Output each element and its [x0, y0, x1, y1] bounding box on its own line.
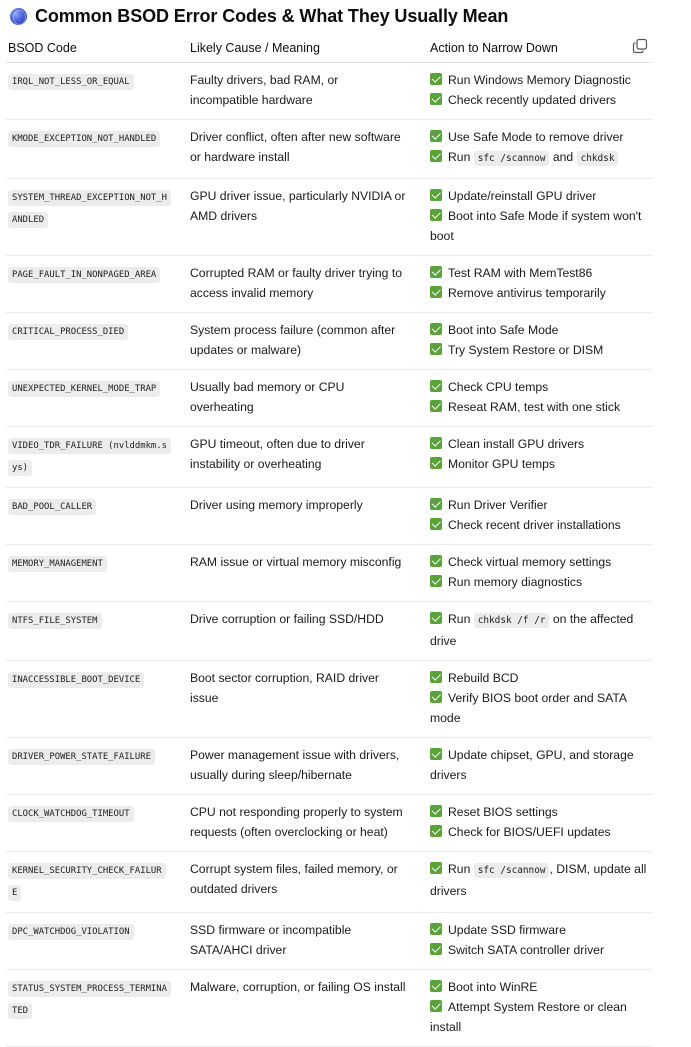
bsod-code-cell [6, 660, 184, 737]
action-item [430, 434, 652, 454]
action-item [430, 668, 652, 688]
bsod-code: MEMORY_MANAGEMENT [8, 556, 107, 572]
action-cell [418, 737, 652, 794]
action-text: Boot into WinRE [448, 979, 538, 994]
bsod-code-cell [6, 119, 184, 178]
bsod-code-cell [6, 178, 184, 255]
action-text: Attempt System Restore or clean install [430, 999, 627, 1034]
action-text: , DISM, update all drivers [430, 861, 647, 898]
action-text: Run Windows Memory Diagnostic [448, 72, 631, 87]
bsod-code: STATUS_SYSTEM_PROCESS_TERMINATED [8, 981, 171, 1019]
likely-cause: System process failure (common after updates or malware) [190, 322, 396, 357]
action-item [430, 977, 652, 997]
likely-cause: Driver conflict, often after new software or hardware install [190, 129, 401, 164]
checkmark-icon [430, 130, 442, 142]
bsod-code-cell [6, 62, 184, 119]
action-text: Check for BIOS/UEFI updates [448, 824, 611, 839]
action-cell [418, 62, 652, 119]
bsod-code: CLOCK_WATCHDOG_TIMEOUT [8, 806, 134, 822]
action-item [430, 997, 652, 1037]
inline-command: chkdsk [577, 151, 619, 166]
table-row [6, 544, 652, 601]
action-item [430, 70, 652, 90]
table-row [6, 369, 652, 426]
table-row [6, 255, 652, 312]
bsod-code: INACCESSIBLE_BOOT_DEVICE [8, 672, 144, 688]
likely-cause: Driver using memory improperly [190, 497, 363, 512]
action-cell [418, 794, 652, 851]
action-item [430, 320, 652, 340]
action-item [430, 263, 652, 283]
action-text: Run [448, 149, 474, 164]
checkmark-icon [430, 862, 442, 874]
action-text: Test RAM with MemTest86 [448, 265, 593, 280]
action-text: Clean install GPU drivers [448, 436, 585, 451]
checkmark-icon [430, 437, 442, 449]
action-text: Check virtual memory settings [448, 554, 612, 569]
action-text: Run Driver Verifier [448, 497, 548, 512]
inline-command: sfc /scannow [474, 151, 550, 166]
bsod-code-cell [6, 794, 184, 851]
table-row [6, 62, 652, 119]
likely-cause: Power management issue with drivers, usually during sleep/hibernate [190, 747, 400, 782]
bsod-code-cell [6, 255, 184, 312]
action-cell [418, 178, 652, 255]
table-row [6, 119, 652, 178]
likely-cause: Usually bad memory or CPU overheating [190, 379, 345, 414]
table-row [6, 912, 652, 969]
table-row [6, 794, 652, 851]
table-row [6, 851, 652, 912]
checkmark-icon [430, 943, 442, 955]
checkmark-icon [430, 923, 442, 935]
checkmark-icon [430, 825, 442, 837]
checkmark-icon [430, 343, 442, 355]
globe-icon [10, 8, 27, 25]
table-row [6, 487, 652, 544]
checkmark-icon [430, 73, 442, 85]
likely-cause: Malware, corruption, or failing OS install [190, 979, 406, 994]
bsod-code-cell [6, 601, 184, 660]
action-cell [418, 255, 652, 312]
header-bsod-code: BSOD Code [6, 34, 184, 62]
action-item [430, 127, 652, 147]
bsod-code: DRIVER_POWER_STATE_FAILURE [8, 749, 155, 765]
bsod-code: BAD_POOL_CALLER [8, 499, 96, 515]
action-item [430, 515, 652, 535]
checkmark-icon [430, 748, 442, 760]
action-cell [418, 660, 652, 737]
checkmark-icon [430, 805, 442, 817]
checkmark-icon [430, 518, 442, 530]
table-row [6, 660, 652, 737]
bsod-code-cell [6, 969, 184, 1046]
action-cell [418, 912, 652, 969]
checkmark-icon [430, 400, 442, 412]
likely-cause: RAM issue or virtual memory misconfig [190, 554, 402, 569]
bsod-code-cell [6, 851, 184, 912]
action-text: Check recent driver installations [448, 517, 621, 532]
table-row [6, 312, 652, 369]
action-cell [418, 119, 652, 178]
checkmark-icon [430, 457, 442, 469]
action-item [430, 454, 652, 474]
action-text: Reseat RAM, test with one stick [448, 399, 621, 414]
table-row [6, 426, 652, 487]
action-text: Monitor GPU temps [448, 456, 556, 471]
checkmark-icon [430, 323, 442, 335]
action-item [430, 745, 652, 785]
action-item [430, 90, 652, 110]
likely-cause: Faulty drivers, bad RAM, or incompatible hardware [190, 72, 339, 107]
likely-cause: GPU timeout, often due to driver instability or overheating [190, 436, 365, 471]
action-item [430, 552, 652, 572]
bsod-code-cell [6, 737, 184, 794]
bsod-code: KERNEL_SECURITY_CHECK_FAILURE [8, 863, 166, 901]
likely-cause: SSD firmware or incompatible SATA/AHCI driver [190, 922, 352, 957]
likely-cause: Corrupt system files, failed memory, or outdated drivers [190, 861, 398, 896]
bsod-table [6, 34, 652, 1047]
bsod-code: PAGE_FAULT_IN_NONPAGED_AREA [8, 267, 160, 283]
action-text: Update/reinstall GPU driver [448, 188, 597, 203]
table-row [6, 737, 652, 794]
checkmark-icon [430, 555, 442, 567]
action-text: on the affected drive [430, 611, 634, 648]
action-item [430, 206, 652, 246]
action-text: Reset BIOS settings [448, 804, 558, 819]
bsod-code: DPC_WATCHDOG_VIOLATION [8, 924, 134, 940]
bsod-code-cell [6, 369, 184, 426]
action-text: Check recently updated drivers [448, 92, 617, 107]
action-item [430, 572, 652, 592]
action-item [430, 609, 652, 651]
action-item [430, 495, 652, 515]
action-item [430, 377, 652, 397]
action-cell [418, 544, 652, 601]
checkmark-icon [430, 980, 442, 992]
checkmark-icon [430, 612, 442, 624]
action-text: Switch SATA controller driver [448, 942, 605, 957]
bsod-code: CRITICAL_PROCESS_DIED [8, 324, 128, 340]
action-text: Rebuild BCD [448, 670, 519, 685]
checkmark-icon [430, 575, 442, 587]
action-text: and [549, 149, 577, 164]
likely-cause: Boot sector corruption, RAID driver issue [190, 670, 379, 705]
action-text: Check CPU temps [448, 379, 549, 394]
bsod-code-cell [6, 426, 184, 487]
action-cell [418, 369, 652, 426]
table-body [6, 62, 652, 1046]
action-item [430, 340, 652, 360]
likely-cause: Drive corruption or failing SSD/HDD [190, 611, 384, 626]
checkmark-icon [430, 691, 442, 703]
likely-cause: CPU not responding properly to system requests (often overclocking or heat) [190, 804, 403, 839]
checkmark-icon [430, 1000, 442, 1012]
likely-cause: GPU driver issue, particularly NVIDIA or AMD drivers [190, 188, 406, 223]
checkmark-icon [430, 498, 442, 510]
action-item [430, 822, 652, 842]
bsod-code: SYSTEM_THREAD_EXCEPTION_NOT_HANDLED [8, 190, 171, 228]
action-text: Run [448, 861, 474, 876]
action-item [430, 940, 652, 960]
action-text: Update chipset, GPU, and storage drivers [430, 747, 634, 782]
bsod-code: IRQL_NOT_LESS_OR_EQUAL [8, 74, 134, 90]
table-row [6, 601, 652, 660]
action-text: Boot into Safe Mode [448, 322, 559, 337]
action-item [430, 397, 652, 417]
action-item [430, 802, 652, 822]
bsod-code: KMODE_EXCEPTION_NOT_HANDLED [8, 131, 160, 147]
page-title: Common BSOD Error Codes & What They Usually Mean [35, 5, 509, 26]
action-text: Boot into Safe Mode if system won't boot [430, 208, 642, 243]
checkmark-icon [430, 93, 442, 105]
checkmark-icon [430, 380, 442, 392]
action-cell [418, 487, 652, 544]
inline-command: chkdsk /f /r [474, 613, 550, 628]
action-cell [418, 601, 652, 660]
checkmark-icon [430, 209, 442, 221]
action-cell [418, 851, 652, 912]
bsod-code-cell [6, 312, 184, 369]
action-item [430, 147, 652, 169]
action-item [430, 283, 652, 303]
action-cell [418, 312, 652, 369]
header-likely-cause: Likely Cause / Meaning [184, 34, 418, 62]
table-row [6, 178, 652, 255]
bsod-code-cell [6, 912, 184, 969]
checkmark-icon [430, 286, 442, 298]
action-cell [418, 426, 652, 487]
action-item [430, 920, 652, 940]
action-text: Remove antivirus temporarily [448, 285, 606, 300]
action-text: Verify BIOS boot order and SATA mode [430, 690, 627, 725]
action-item [430, 688, 652, 728]
action-text: Use Safe Mode to remove driver [448, 129, 624, 144]
page-title-bar [10, 4, 508, 28]
header-action: Action to Narrow Down [418, 34, 652, 62]
action-item [430, 859, 652, 901]
action-text: Try System Restore or DISM [448, 342, 604, 357]
bsod-code: VIDEO_TDR_FAILURE (nvlddmkm.sys) [8, 438, 171, 476]
bsod-code-cell [6, 544, 184, 601]
checkmark-icon [430, 189, 442, 201]
bsod-code: UNEXPECTED_KERNEL_MODE_TRAP [8, 381, 160, 397]
action-text: Update SSD firmware [448, 922, 566, 937]
table-row [6, 969, 652, 1046]
action-cell [418, 969, 652, 1046]
bsod-code: NTFS_FILE_SYSTEM [8, 613, 102, 629]
action-text: Run memory diagnostics [448, 574, 583, 589]
action-item [430, 186, 652, 206]
table-header [6, 34, 652, 62]
checkmark-icon [430, 671, 442, 683]
inline-command: sfc /scannow [474, 863, 550, 878]
checkmark-icon [430, 266, 442, 278]
likely-cause: Corrupted RAM or faulty driver trying to access invalid memory [190, 265, 403, 300]
checkmark-icon [430, 150, 442, 162]
bsod-code-cell [6, 487, 184, 544]
action-text: Run [448, 611, 474, 626]
